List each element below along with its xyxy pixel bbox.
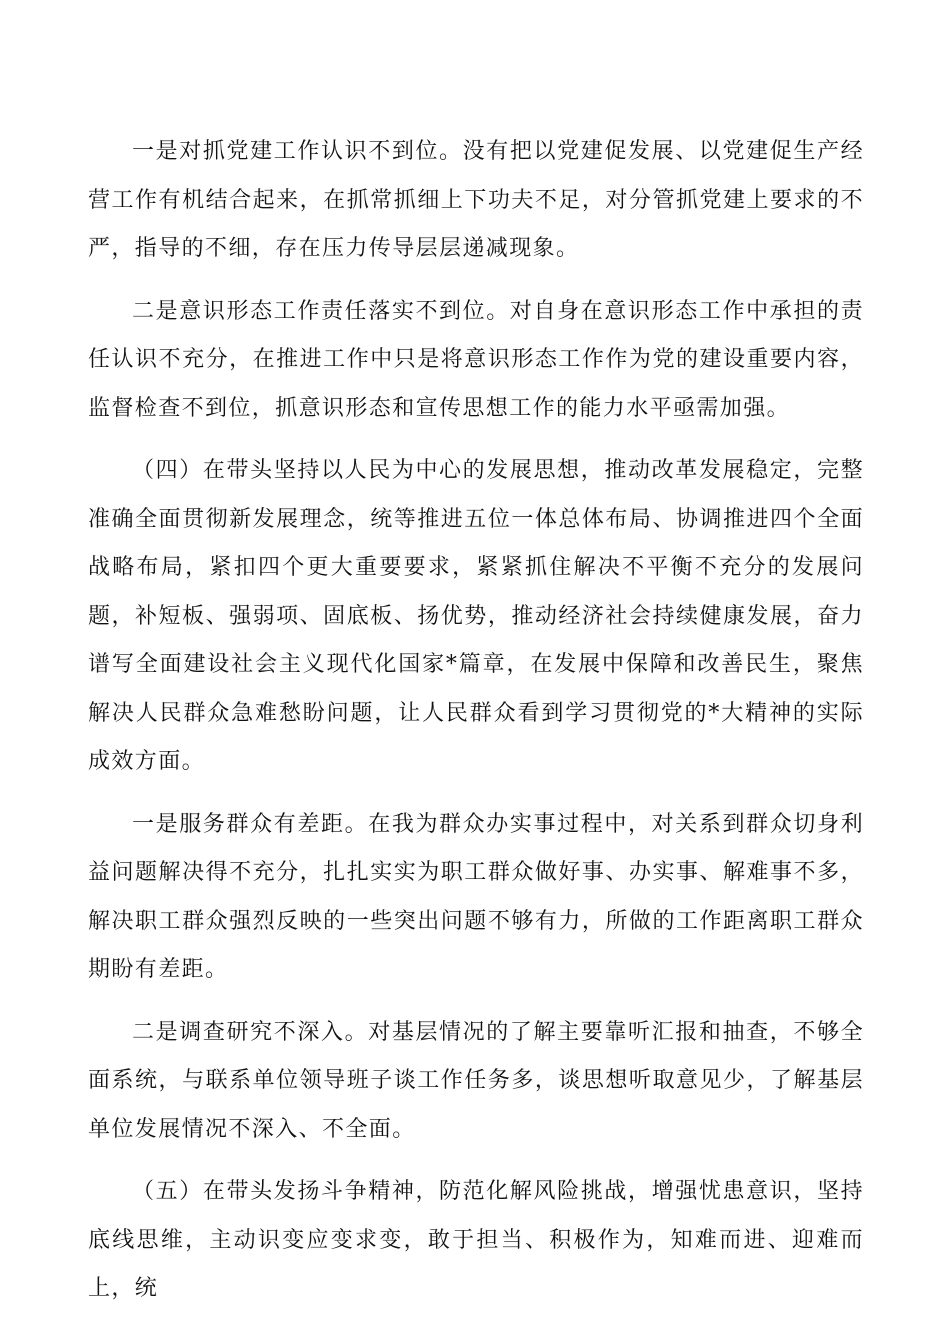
paragraph-section-five: （五）在带头发扬斗争精神，防范化解风险挑战，增强忧患意识，坚持底线思维，主动识变应变求变，敢于担当、积极作为，知难而进、迎难而上，统 (88, 1179, 864, 1301)
paragraph-section-four: （四）在带头坚持以人民为中心的发展思想，推动改革发展稳定，完整准确全面贯彻新发展理念，统等推进五位一体总体布局、协调推进四个全面战略布局，紧扣四个更大重要要求，紧紧抓住解决不平衡不充分的发展问题，补短板、强弱项、固底板、扬优势，推动经济社会持续健康发展，奋力谱写全面建设社会主义现代化国家*篇章，在发展中保障和改善民生，聚焦解决人民群众急难愁盼问题，让人民群众看到学习贯彻党的*大精神的实际成效方面。 (88, 458, 864, 774)
paragraph-serving-masses: 一是服务群众有差距。在我为群众办实事过程中，对关系到群众切身利益问题解决得不充分，扎扎实实为职工群众做好事、办实事、解难事不多，解决职工群众强烈反映的一些突出问题不够有力，所做的工作距离职工群众期盼有差距。 (88, 811, 864, 982)
paragraph-ideology-responsibility: 二是意识形态工作责任落实不到位。对自身在意识形态工作中承担的责任认识不充分，在推进工作中只是将意识形态工作作为党的建设重要内容，监督检查不到位，抓意识形态和宣传思想工作的能力水平亟需加强。 (88, 298, 864, 421)
paragraph-investigation-research: 二是调查研究不深入。对基层情况的了解主要靠听汇报和抽查，不够全面系统，与联系单位领导班子谈工作任务多，谈思想听取意见少，了解基层单位发展情况不深入、不全面。 (88, 1019, 864, 1142)
paragraph-party-building: 一是对抓党建工作认识不到位。没有把以党建促发展、以党建促生产经营工作有机结合起来，在抓常抓细上下功夫不足，对分管抓党建上要求的不严，指导的不细，存在压力传导层层递减现象。 (88, 139, 864, 261)
document-body (88, 128, 864, 1328)
